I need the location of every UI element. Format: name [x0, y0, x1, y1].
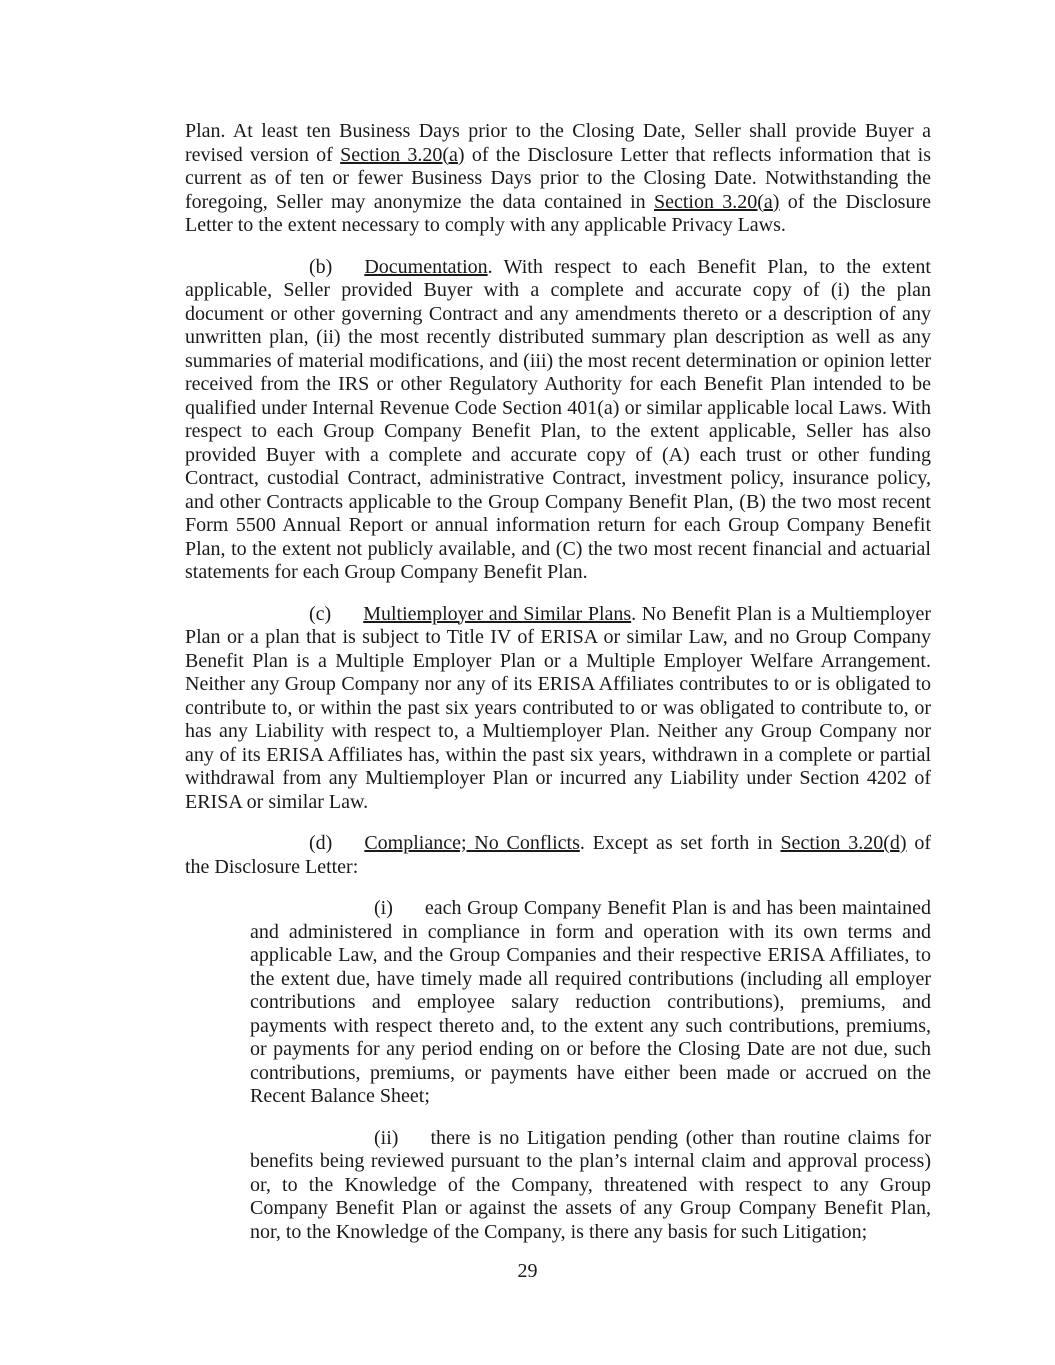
- text-run: of the Disclosure Letter to the extent necessary to comply with any applicable Privacy Laws.: [185, 190, 931, 236]
- body-paragraph: [185, 832, 931, 879]
- text-run: (d): [309, 832, 333, 854]
- sub-paragraph: [250, 897, 931, 1109]
- text-run: (ii): [374, 1126, 399, 1149]
- body-paragraph: [185, 603, 931, 815]
- text-run: of the Disclosure Letter:: [185, 832, 931, 878]
- body-paragraph: [185, 120, 931, 238]
- text-run: . With respect to each Benefit Plan, to the extent applicable, Seller provided Buyer with a complete and accurate copy of (i) the plan document or other governing Contract and any amendments thereto or a description of any unwritten plan, (ii) the most recently distributed summary plan description as well as any summaries of material modifications, and (iii) the most recent determination or opinion letter received from the IRS or other Regulatory Authority for each Benefit Plan intended to be qualified under Internal Revenue Code Section 401(a) or similar applicable local Laws. With respect to each Group Company Benefit Plan, to the extent applicable, Seller has also provided Buyer with a complete and accurate copy of (A) each trust or other funding Contract, custodial Contract, administrative Contract, investment policy, insurance policy, and other Contracts applicable to the Group Company Benefit Plan, (B) the two most recent Form 5500 Annual Report or annual information return for each Group Company Benefit Plan, to the extent not publicly available, and (C) the two most recent financial and actuarial statements for each Group Company Benefit Plan.: [185, 255, 931, 583]
- sub-paragraph: [250, 1127, 931, 1245]
- underlined-text: Section 3.20(a): [340, 143, 465, 166]
- text-run: (c): [309, 602, 332, 625]
- underlined-text: Compliance; No Conflicts: [364, 832, 580, 854]
- underlined-text: Section 3.20(a): [653, 190, 780, 213]
- underlined-text: Documentation: [364, 255, 488, 278]
- text-run: Plan. At least ten Business Days prior to the Closing Date, Seller shall provide Buyer a revised version of: [185, 120, 931, 166]
- text-run: . Except as set forth in: [579, 832, 781, 854]
- document-body: [185, 120, 931, 1262]
- body-paragraph: [185, 256, 931, 585]
- text-run: (b): [309, 255, 333, 278]
- text-run: each Group Company Benefit Plan is and has been maintained and administered in compliance in form and operation with its own terms and applicable Law, and the Group Companies and their respective ERISA Affiliates, to the extent due, have timely made all required contributions (including all employer contributions and employee salary reduction contributions), premiums, and payments with respect thereto and, to the extent any such contributions, premiums, or payments for any period ending on or before the Closing Date are not due, such contributions, premiums, or payments have either been made or accrued on the Recent Balance Sheet;: [250, 897, 931, 1107]
- text-run: of the Disclosure Letter that reflects information that is current as of ten or fewer Business Days prior to the Closing Date. Notwithstanding the foregoing, Seller may anonymize the data contained in: [185, 143, 932, 213]
- text-run: (i): [374, 897, 393, 919]
- underlined-text: Section 3.20(d): [780, 832, 907, 854]
- page-number: 29: [517, 1260, 538, 1282]
- text-run: there is no Litigation pending (other than routine claims for benefits being reviewed pursuant to the plan’s internal claim and approval process) or, to the Knowledge of the Company, threatened with respect to any Group Company Benefit Plan or against the assets of any Group Company Benefit Plan, nor, to the Knowledge of the Company, is there any basis for such Litigation;: [250, 1126, 931, 1243]
- text-run: . No Benefit Plan is a Multiemployer Plan or a plan that is subject to Title IV of ERISA or similar Law, and no Group Company Benefit Plan is a Multiple Employer Plan or a Multiple Employer Welfare Arrangement. Neither any Group Company nor any of its ERISA Affiliates contributes to or is obligated to contribute to, or within the past six years contributed to or was obligated to contribute to, or has any Liability with respect to, a Multiemployer Plan. Neither any Group Company nor any of its ERISA Affiliates has, within the past six years, withdrawn in a complete or partial withdrawal from any Multiemployer Plan or incurred any Liability under Section 4202 of ERISA or similar Law.: [185, 602, 931, 813]
- underlined-text: Multiemployer and Similar Plans: [363, 602, 632, 625]
